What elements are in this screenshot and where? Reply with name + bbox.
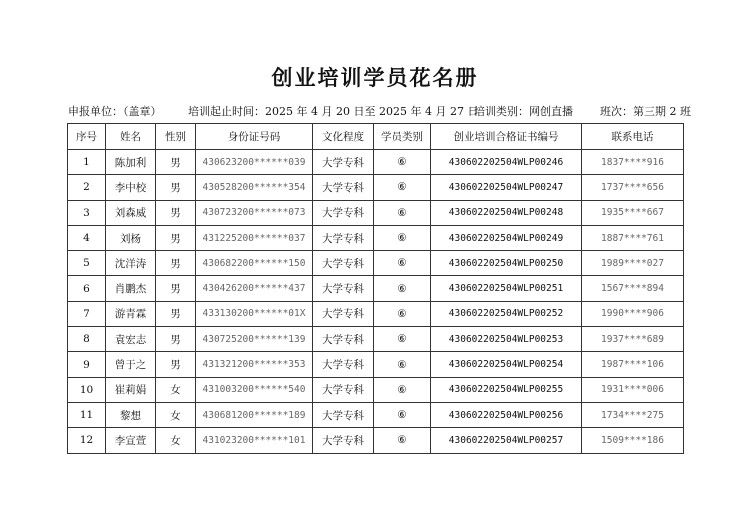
table-row — [68, 327, 684, 352]
cell-id-number: 430725200******139 — [196, 327, 313, 352]
table-row — [68, 402, 684, 427]
column-header: 文化程度 — [313, 124, 374, 150]
cell-trainee-category: ⑥ — [374, 402, 431, 427]
cell-trainee-category: ⑥ — [374, 225, 431, 250]
cell-education: 大学专科 — [313, 402, 374, 427]
cell-gender: 男 — [156, 150, 196, 175]
cell-phone: 1931****006 — [582, 377, 684, 402]
cell-serial-number: 2 — [68, 175, 106, 200]
cell-name: 肖鹏杰 — [106, 276, 156, 301]
cell-serial-number: 9 — [68, 352, 106, 377]
column-header: 学员类别 — [374, 124, 431, 150]
cell-gender: 男 — [156, 251, 196, 276]
cell-name: 曾于之 — [106, 352, 156, 377]
cell-education: 大学专科 — [313, 301, 374, 326]
cell-gender: 女 — [156, 377, 196, 402]
cell-trainee-category: ⑥ — [374, 276, 431, 301]
cell-phone: 1567****894 — [582, 276, 684, 301]
declaring-unit — [68, 103, 162, 119]
table-row — [68, 225, 684, 250]
column-header: 创业培训合格证书编号 — [431, 124, 582, 150]
cell-phone: 1837****916 — [582, 150, 684, 175]
cell-name: 黎想 — [106, 402, 156, 427]
cell-id-number: 430623200******039 — [196, 150, 313, 175]
cell-name: 袁宏志 — [106, 327, 156, 352]
cell-trainee-category: ⑥ — [374, 175, 431, 200]
cell-gender: 女 — [156, 428, 196, 453]
cell-trainee-category: ⑥ — [374, 301, 431, 326]
cell-education: 大学专科 — [313, 377, 374, 402]
cell-phone: 1887****761 — [582, 225, 684, 250]
table-row — [68, 301, 684, 326]
cell-name: 刘杨 — [106, 225, 156, 250]
cell-serial-number: 4 — [68, 225, 106, 250]
column-header: 身份证号码 — [196, 124, 313, 150]
class-session — [600, 103, 691, 119]
cell-id-number: 430723200******073 — [196, 200, 313, 225]
cell-id-number: 430528200******354 — [196, 175, 313, 200]
cell-serial-number: 12 — [68, 428, 106, 453]
cell-serial-number: 10 — [68, 377, 106, 402]
cell-name: 李中校 — [106, 175, 156, 200]
cell-education: 大学专科 — [313, 276, 374, 301]
cell-certificate-number: 430602202504WLP00253 — [431, 327, 582, 352]
cell-name: 陈加利 — [106, 150, 156, 175]
cell-phone: 1509****186 — [582, 428, 684, 453]
column-header: 联系电话 — [582, 124, 684, 150]
class-session-value: 第三期 2 班 — [633, 105, 691, 118]
cell-id-number: 433130200******01X — [196, 301, 313, 326]
cell-gender: 男 — [156, 225, 196, 250]
cell-trainee-category: ⑥ — [374, 200, 431, 225]
cell-trainee-category: ⑥ — [374, 428, 431, 453]
cell-phone: 1734****275 — [582, 402, 684, 427]
cell-name: 刘森威 — [106, 200, 156, 225]
table-row — [68, 175, 684, 200]
cell-certificate-number: 430602202504WLP00247 — [431, 175, 582, 200]
cell-trainee-category: ⑥ — [374, 327, 431, 352]
cell-serial-number: 6 — [68, 276, 106, 301]
column-header: 序号 — [68, 124, 106, 150]
class-session-label: 班次： — [600, 105, 633, 118]
cell-serial-number: 11 — [68, 402, 106, 427]
cell-certificate-number: 430602202504WLP00251 — [431, 276, 582, 301]
cell-phone: 1937****689 — [582, 327, 684, 352]
cell-education: 大学专科 — [313, 150, 374, 175]
cell-trainee-category: ⑥ — [374, 352, 431, 377]
cell-gender: 男 — [156, 301, 196, 326]
training-category-value: 网创直播 — [529, 105, 573, 118]
cell-phone: 1989****027 — [582, 251, 684, 276]
cell-serial-number: 1 — [68, 150, 106, 175]
cell-id-number: 431003200******540 — [196, 377, 313, 402]
cell-gender: 男 — [156, 276, 196, 301]
roster-table — [67, 123, 684, 454]
cell-certificate-number: 430602202504WLP00246 — [431, 150, 582, 175]
page-title: 创业培训学员花名册 — [271, 65, 479, 90]
table-row — [68, 377, 684, 402]
cell-gender: 男 — [156, 352, 196, 377]
cell-certificate-number: 430602202504WLP00252 — [431, 301, 582, 326]
cell-trainee-category: ⑥ — [374, 377, 431, 402]
training-period — [188, 103, 478, 119]
cell-gender: 男 — [156, 200, 196, 225]
cell-name: 李宣萱 — [106, 428, 156, 453]
cell-trainee-category: ⑥ — [374, 150, 431, 175]
cell-id-number: 431321200******353 — [196, 352, 313, 377]
column-header: 姓名 — [106, 124, 156, 150]
cell-serial-number: 7 — [68, 301, 106, 326]
cell-education: 大学专科 — [313, 327, 374, 352]
cell-certificate-number: 430602202504WLP00250 — [431, 251, 582, 276]
cell-gender: 男 — [156, 175, 196, 200]
cell-phone: 1990****906 — [582, 301, 684, 326]
cell-education: 大学专科 — [313, 352, 374, 377]
cell-id-number: 430426200******437 — [196, 276, 313, 301]
column-header: 性别 — [156, 124, 196, 150]
cell-id-number: 431225200******037 — [196, 225, 313, 250]
cell-id-number: 430681200******189 — [196, 402, 313, 427]
cell-name: 游青霖 — [106, 301, 156, 326]
cell-id-number: 430682200******150 — [196, 251, 313, 276]
cell-certificate-number: 430602202504WLP00249 — [431, 225, 582, 250]
cell-certificate-number: 430602202504WLP00254 — [431, 352, 582, 377]
table-row — [68, 428, 684, 453]
cell-education: 大学专科 — [313, 200, 374, 225]
cell-id-number: 431023200******101 — [196, 428, 313, 453]
cell-certificate-number: 430602202504WLP00248 — [431, 200, 582, 225]
declaring-unit-label: 申报单位： — [68, 105, 123, 118]
cell-certificate-number: 430602202504WLP00255 — [431, 377, 582, 402]
table-row — [68, 352, 684, 377]
cell-phone: 1935****667 — [582, 200, 684, 225]
cell-education: 大学专科 — [313, 175, 374, 200]
cell-education: 大学专科 — [313, 428, 374, 453]
table-header-row — [68, 124, 684, 150]
training-category-label: 培训类别： — [474, 105, 529, 118]
training-category — [474, 103, 573, 119]
cell-certificate-number: 430602202504WLP00257 — [431, 428, 582, 453]
declaring-unit-value: （盖章） — [123, 105, 162, 118]
table-row — [68, 276, 684, 301]
cell-name: 崔莉娟 — [106, 377, 156, 402]
cell-phone: 1987****106 — [582, 352, 684, 377]
cell-gender: 女 — [156, 402, 196, 427]
cell-trainee-category: ⑥ — [374, 251, 431, 276]
table-row — [68, 200, 684, 225]
cell-certificate-number: 430602202504WLP00256 — [431, 402, 582, 427]
roster-body — [68, 150, 684, 454]
cell-name: 沈洋涛 — [106, 251, 156, 276]
cell-serial-number: 5 — [68, 251, 106, 276]
training-period-value: 2025 年 4 月 20 日至 2025 年 4 月 27 日 — [265, 105, 479, 118]
cell-education: 大学专科 — [313, 225, 374, 250]
cell-serial-number: 3 — [68, 200, 106, 225]
cell-education: 大学专科 — [313, 251, 374, 276]
cell-gender: 男 — [156, 327, 196, 352]
table-row — [68, 150, 684, 175]
training-period-label: 培训起止时间： — [188, 105, 265, 118]
cell-serial-number: 8 — [68, 327, 106, 352]
table-row — [68, 251, 684, 276]
cell-phone: 1737****656 — [582, 175, 684, 200]
